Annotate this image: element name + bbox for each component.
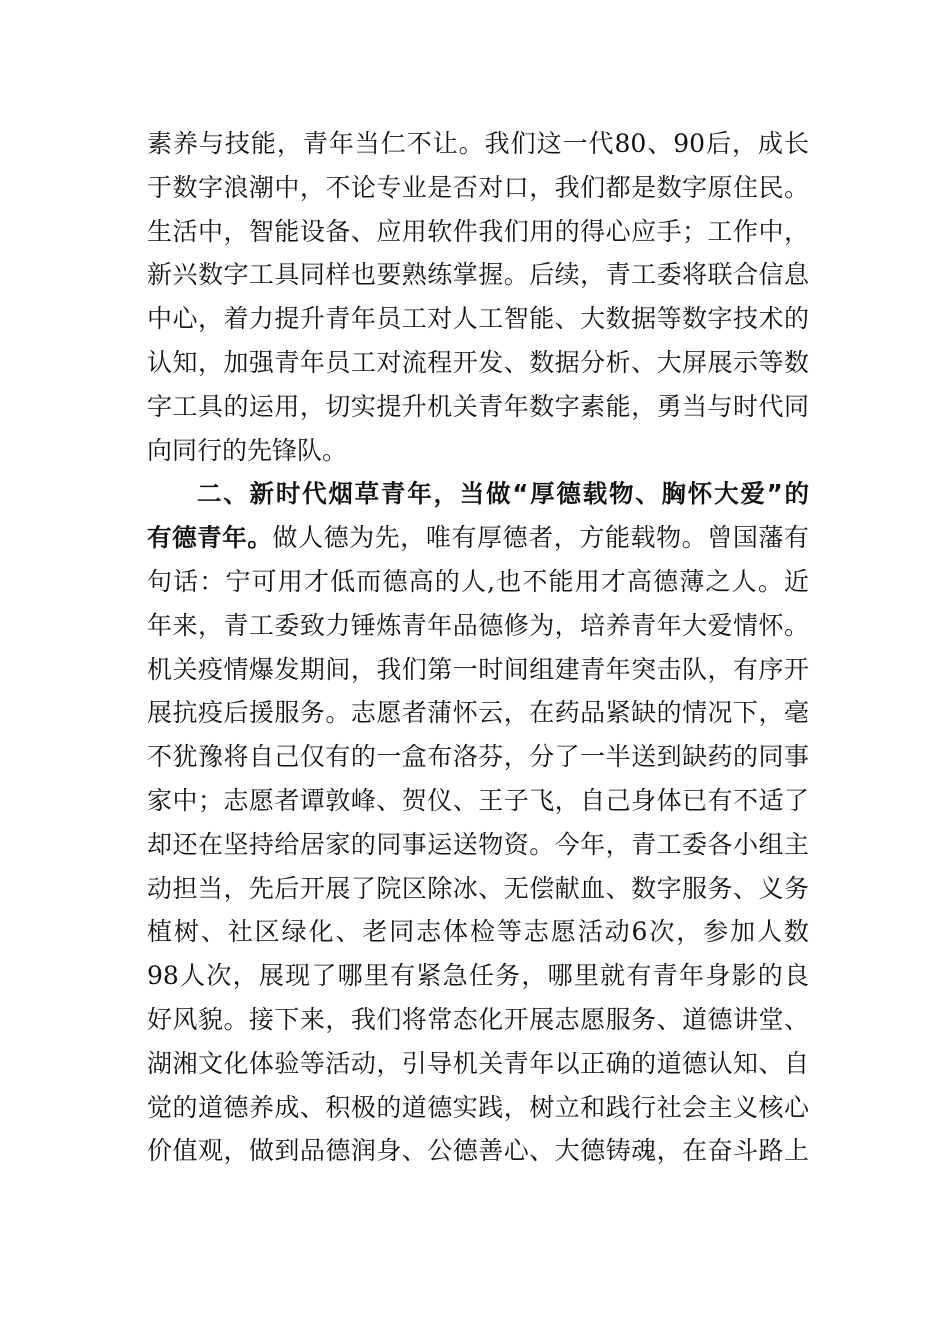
text-line	[147, 516, 809, 560]
text-line: 中心，着力提升青年员工对人工智能、大数据等数字技术的	[147, 304, 809, 334]
text-line: 年来，青工委致力锤炼青年品德修为，培养青年大爱情怀。	[147, 610, 809, 640]
section-heading: 二、新时代烟草青年，当做“厚德载物、胸怀大爱”的	[197, 479, 809, 509]
text-line: 98人次，展现了哪里有紧急任务，哪里就有青年身影的良	[147, 961, 809, 991]
text-line: 植树、社区绿化、老同志体检等志愿活动6次，参加人数	[147, 917, 809, 947]
text-line: 向同行的先锋队。	[147, 435, 348, 465]
body-text	[147, 122, 809, 1173]
text-line: 湖湘文化体验等活动，引导机关青年以正确的道德认知、自	[147, 1048, 809, 1078]
section-heading-line	[147, 472, 809, 516]
section-heading-end: 有德青年。	[147, 523, 273, 553]
text-line: 觉的道德养成、积极的道德实践，树立和践行社会主义核心	[147, 1092, 809, 1122]
text-line: 字工具的运用，切实提升机关青年数字素能，勇当与时代同	[147, 391, 809, 421]
text-line: 家中；志愿者谭敦峰、贺仪、王子飞，自己身体已有不适了	[147, 785, 809, 815]
text-line: 生活中，智能设备、应用软件我们用的得心应手；工作中，	[147, 216, 809, 246]
text-line: 却还在坚持给居家的同事运送物资。今年，青工委各小组主	[147, 829, 809, 859]
text-line: 机关疫情爆发期间，我们第一时间组建青年突击队，有序开	[147, 654, 809, 684]
text-line: 好风貌。接下来，我们将常态化开展志愿服务、道德讲堂、	[147, 1004, 809, 1034]
text-line: 价值观，做到品德润身、公德善心、大德铸魂，在奋斗路上	[147, 1136, 809, 1166]
text-line: 不犹豫将自己仅有的一盒布洛芬，分了一半送到缺药的同事	[147, 742, 809, 772]
text-run: 做人德为先，唯有厚德者，方能载物。曾国藩有	[272, 523, 809, 553]
text-line: 句话：宁可用才低而德高的人,也不能用才高德薄之人。近	[147, 566, 809, 596]
text-line: 素养与技能，青年当仁不让。我们这一代80、90后，成长	[147, 129, 809, 158]
text-line: 认知，加强青年员工对流程开发、数据分析、大屏展示等数	[147, 347, 809, 377]
text-line: 展抗疫后援服务。志愿者蒲怀云，在药品紧缺的情况下，毫	[147, 698, 809, 728]
text-line: 动担当，先后开展了院区除冰、无偿献血、数字服务、义务	[147, 873, 809, 903]
text-line: 于数字浪潮中，不论专业是否对口，我们都是数字原住民。	[147, 172, 809, 202]
text-line: 新兴数字工具同样也要熟练掌握。后续，青工委将联合信息	[147, 260, 809, 290]
